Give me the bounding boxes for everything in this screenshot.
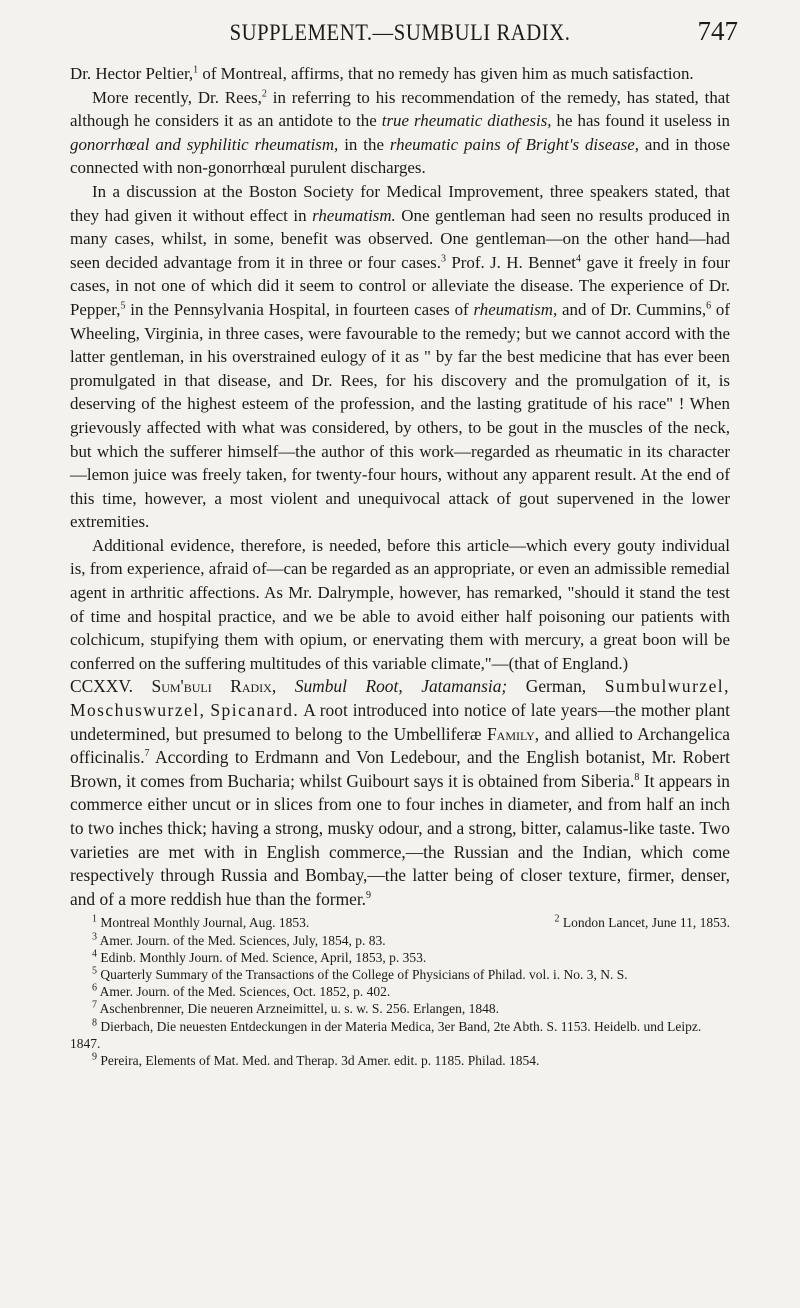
- footnote-5: $^5$ Quarterly Summary of the Transactions of the College of Physicians of Philad. vol. i. No. 3, N. S.: [92, 965, 628, 982]
- section-number: CCXXV.: [70, 676, 133, 697]
- paragraph-rees: More recently, Dr. Rees,$^2$ in referring to his recommendation of the remedy, has stated, that although he considers it as an antidote to the true rheumatic diathesis, he has found it useless in gonorrhœal and syphilitic rheumatism, in the rheumatic pains of Bright's disease, and in those connected with non-gonorrhœal purulent discharges.: [70, 87, 730, 178]
- footnote-ref-1[interactable]: 1: [193, 64, 199, 76]
- article-title: Sum'buli Radix,: [151, 676, 277, 697]
- body-text: [70, 62, 730, 1069]
- footnote-1: $^1$ Montreal Monthly Journal, Aug. 1853.: [92, 913, 310, 931]
- footnote-6: $^6$ Amer. Journ. of the Med. Sciences, Oct. 1852, p. 402.: [92, 982, 391, 1000]
- page-number: 747: [697, 16, 738, 46]
- footnote-8: $^8$ Dierbach, Die neuesten Entdeckungen in der Materia Medica, 3er Band, 2te Abth. S. 1153. Heidelb. und Leipz. 1847.: [70, 1017, 702, 1051]
- footnotes: [70, 914, 730, 1069]
- footnote-4: $^4$ Edinb. Monthly Journ. of Med. Science, April, 1853, p. 353.: [92, 948, 427, 965]
- footnote-ref-3[interactable]: 3: [440, 253, 446, 265]
- footnote-ref-8[interactable]: 8: [634, 772, 640, 784]
- page-header: [58, 6, 742, 58]
- footnote-7: $^7$ Aschenbrenner, Die neueren Arzneimittel, u. s. w. S. 256. Erlangen, 1848.: [92, 999, 499, 1017]
- footnote-2: $^2$ London Lancet, June 11, 1853.: [554, 913, 730, 931]
- footnote-3: $^3$ Amer. Journ. of the Med. Sciences, July, 1854, p. 83.: [92, 931, 386, 948]
- section-sumbuli-radix: CCXXV. Sum'buli Radix, Sumbul Root, Jatamansia; German, Sumbulwurzel, Moschuswurzel, Spicanard. A root introduced into notice of late years—the mother plant undetermined, but presumed to belong to the Umbelliferæ Family, and allied to Archangelica officinalis.$^7$ According to Erdmann and Von Ledebour, and the English botanist, Mr. Robert Brown, it comes from Bucharia; whilst Guibourt says it is obtained from Siberia.$^8$ It appears in commerce either uncut or in slices from one to four inches in diameter, and from half an inch to two inches thick; having a strong, musky odour, and a strong, bitter, calamus-like taste. Two varieties are met with in English commerce,—the Russian and the Indian, which come respectively through Russia and Bombay,—the latter being of closer texture, firmer, denser, and of a more reddish hue than the former.$^9$: [70, 676, 730, 909]
- footnote-ref-5[interactable]: 5: [120, 300, 126, 312]
- running-title: SUPPLEMENT.—SUMBULI RADIX.: [229, 20, 571, 45]
- paragraph-additional-evidence: Additional evidence, therefore, is needed, before this article—which every gouty individual is, from experience, afraid of—can be regarded as an appropriate, or even an admissible remedial agent in arthritic affections. As Mr. Dalrymple, however, has remarked, "should it stand the test of time and hospital practice, and we be able to avoid either half poisoning our patients with colchicum, stupifying them with opium, or enervating them with mercury, a great boon will be conferred on the suffering multitudes of this variable climate,"—(that of England.): [70, 535, 730, 673]
- footnote-ref-6[interactable]: 6: [706, 300, 712, 312]
- article-synonyms: Sumbul Root, Jatamansia;: [294, 676, 508, 697]
- footnote-ref-4[interactable]: 4: [575, 253, 581, 265]
- paragraph-boston-discussion: In a discussion at the Boston Society for Medical Improvement, three speakers stated, that they had given it without effect in rheumatism. One gentleman had seen no results produced in many cases, whilst, in some, benefit was observed. One gentleman—on the other hand—had seen decided advantage from it in three or four cases.$^3$ Prof. J. H. Bennet$^4$ gave it freely in four cases, in not one of which did it seem to control or alleviate the disease. The experience of Dr. Pepper,$^5$ in the Pennsylvania Hospital, in fourteen cases of rheumatism, and of Dr. Cummins,$^6$ of Wheeling, Virginia, in three cases, were favourable to the remedy; but we cannot accord with the latter gentleman, in his overstrained eulogy of it as " by far the best medicine that has ever been promulgated in that disease, and Dr. Rees, for his discovery and the promulgation of it, is deserving of the highest esteem of the profession, and the lasting gratitude of his race" ! When grievously affected with what was considered, by others, to be gout in the muscles of the neck, but which the sufferer himself—the author of this work—regarded as rheumatic in its character—lemon juice was freely taken, for twenty-four hours, without any apparent result. At the end of this time, however, a most violent and unequivocal attack of gout supervened in the lower extremities.: [70, 181, 730, 532]
- footnote-ref-7[interactable]: 7: [144, 748, 150, 760]
- paragraph-peltier: Dr. Hector Peltier,$^1$ of Montreal, affirms, that no remedy has given him as much satisfaction.: [70, 64, 694, 83]
- footnote-ref-2[interactable]: 2: [261, 87, 267, 99]
- footnote-9: $^9$ Pereira, Elements of Mat. Med. and Therap. 3d Amer. edit. p. 1185. Philad. 1854.: [92, 1051, 540, 1068]
- footnote-ref-9[interactable]: 9: [366, 889, 372, 901]
